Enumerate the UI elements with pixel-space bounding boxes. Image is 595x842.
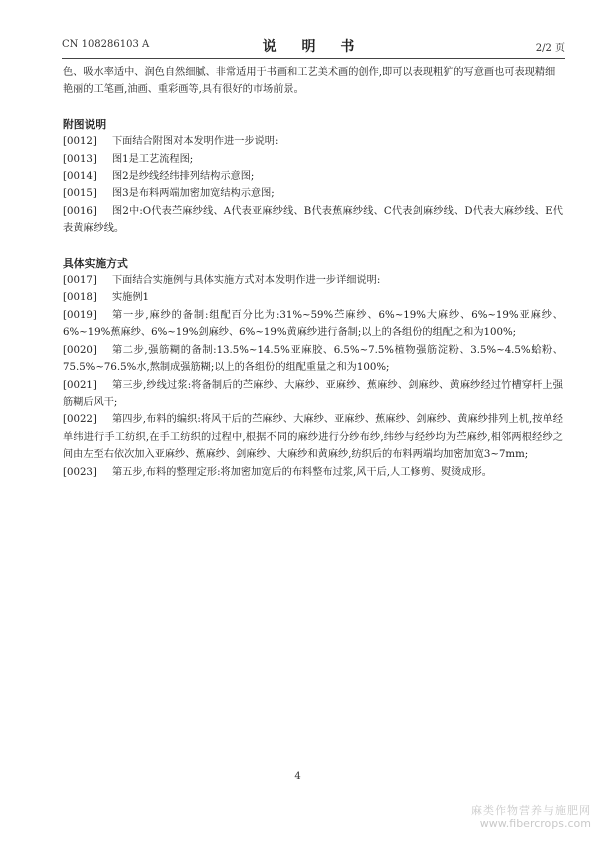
paragraph-number: [0013]: [63, 153, 97, 165]
paragraph-0018: [63, 289, 563, 306]
document-body: [63, 64, 563, 481]
paragraph-text: 图1是工艺流程图;: [112, 153, 194, 165]
paragraph-number: [0015]: [63, 188, 97, 200]
paragraph-0016: [63, 203, 563, 238]
paragraph-0019: [63, 307, 563, 342]
paragraph-0012: [63, 133, 563, 150]
paragraph-number: [0023]: [63, 466, 97, 478]
paragraph-text: 下面结合附图对本发明作进一步说明:: [112, 136, 279, 148]
paragraph-number: [0020]: [63, 344, 97, 356]
intro-paragraph: 色、吸水率适中、润色自然细腻、非常适用于书画和工艺美术画的创作,即可以表现粗犷的写意画也可表现精细艳丽的工笔画,油画、重彩画等,具有很好的市场前景。: [63, 67, 556, 96]
paragraph-0014: [63, 168, 563, 185]
paragraph-0015: [63, 185, 563, 202]
paragraph-text: 图2中:O代表苎麻纱线、A代表亚麻纱线、B代表蕉麻纱线、C代表剑麻纱线、D代表大麻纱线、E代表黄麻纱线。: [63, 205, 563, 235]
paragraph-0022: [63, 411, 563, 463]
paragraph-0023: [63, 464, 563, 481]
page-indicator: 2/2 页: [535, 43, 565, 54]
drawings-section-title: 附图说明: [63, 117, 107, 131]
paragraph-text: 实施例1: [112, 292, 150, 304]
paragraph-0021: [63, 377, 563, 412]
paragraph-text: 下面结合实施例与具体实施方式对本发明作进一步详细说明:: [112, 275, 381, 287]
page-header: [62, 36, 565, 59]
paragraph-number: [0016]: [63, 205, 97, 217]
paragraph-text: 第四步,布料的编织:将风干后的苎麻纱、大麻纱、亚麻纱、蕉麻纱、剑麻纱、黄麻纱排列上机,按单经单纬进行手工纺织,在手工纺织的过程中,根据不同的麻纱进行分纱布纱,纬纱与经纱均为苎麻纱,相邻两根经纱之间由左至右依次加入亚麻纱、蕉麻纱、剑麻纱、大麻纱和黄麻纱,纺织后的布料两端均加密加宽3~7mm;: [63, 414, 563, 461]
paragraph-text: 第三步,纱线过浆:将备制后的苎麻纱、大麻纱、亚麻纱、蕉麻纱、剑麻纱、黄麻纱经过竹槽穿杆上强筋糊后风干;: [63, 379, 563, 408]
paragraph-number: [0017]: [63, 275, 97, 287]
document-title: 说 明 书: [262, 39, 365, 55]
patent-number: CN 108286103 A: [62, 39, 150, 50]
paragraph-number: [0021]: [63, 379, 97, 391]
paragraph-0017: [63, 272, 563, 289]
page-number: 4: [294, 771, 301, 782]
paragraph-number: [0014]: [63, 171, 97, 183]
embodiment-section-title: 具体实施方式: [63, 256, 128, 270]
paragraph-text: 第五步,布料的整理定形:将加密加宽后的布料整布过浆,风干后,人工修剪、熨烫成形。: [112, 466, 492, 478]
paragraph-number: [0022]: [63, 414, 97, 426]
watermark-url: www.fibercrops.com: [479, 817, 591, 830]
paragraph-text: 第二步,强筋糊的备制:13.5%~14.5%亚麻胶、6.5%~7.5%植物强筋淀粉、3.5%~4.5%蛤粉、75.5%~76.5%水,熬制成强筋糊;以上的各组份的组配重量之和为100%;: [63, 344, 563, 374]
site-watermark: [471, 804, 591, 830]
paragraph-number: [0012]: [63, 136, 97, 148]
paragraph-text: 图3是布料两端加密加宽结构示意图;: [112, 188, 275, 200]
paragraph-0020: [63, 342, 563, 377]
paragraph-text: 图2是纱线经纬排列结构示意图;: [112, 171, 255, 183]
paragraph-number: [0019]: [63, 309, 97, 321]
paragraph-text: 第一步,麻纱的备制:组配百分比为:31%~59%苎麻纱、6%~19%大麻纱、6%~19%亚麻纱、6%~19%蕉麻纱、6%~19%剑麻纱、6%~19%黄麻纱进行备制;以上的各组份的组配之和为100%;: [63, 309, 563, 339]
paragraph-0013: [63, 151, 563, 168]
paragraph-number: [0018]: [63, 292, 97, 304]
watermark-site-name: 麻类作物营养与施肥网: [471, 804, 591, 817]
